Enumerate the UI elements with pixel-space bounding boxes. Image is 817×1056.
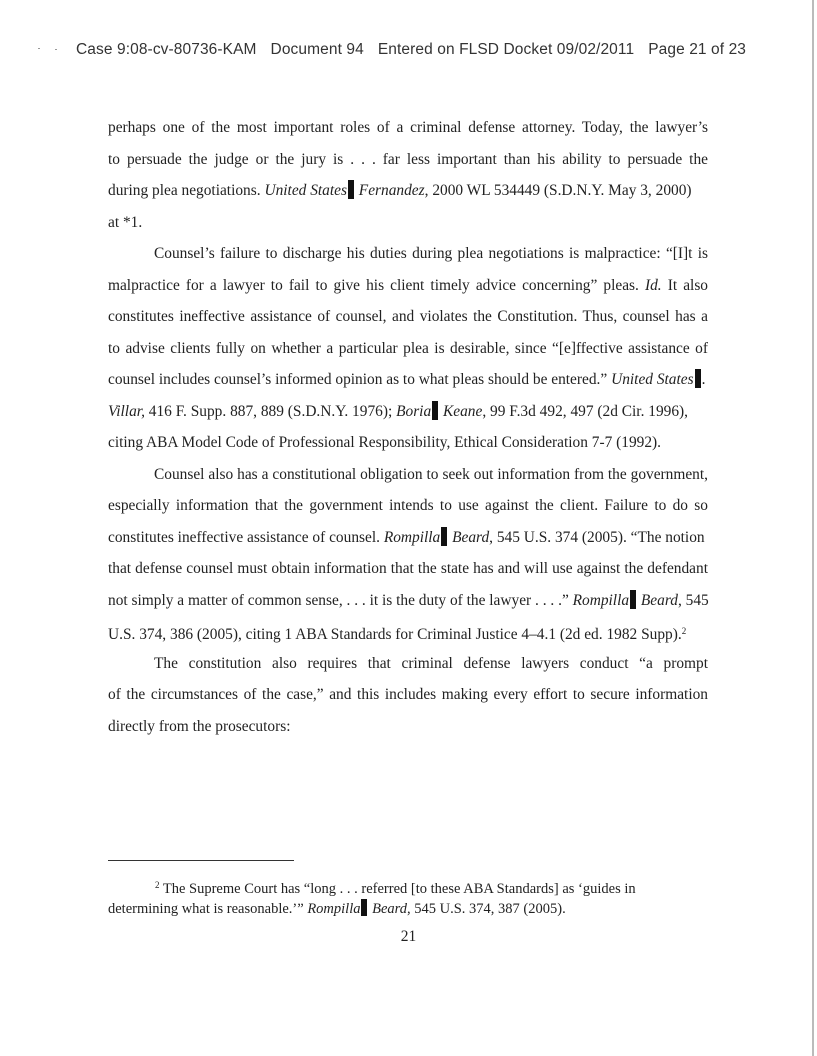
case-name: Beard bbox=[448, 528, 490, 546]
page-number: 21 bbox=[400, 928, 417, 945]
entered-date: Entered on FLSD Docket 09/02/2011 bbox=[377, 41, 635, 58]
redaction-bar bbox=[695, 369, 701, 388]
case-name: Rompilla bbox=[383, 528, 441, 546]
footnote-divider bbox=[108, 860, 294, 861]
text-line: to advise clients fully on whether a particular plea is desirable, since “[e]ffective assistance of bbox=[108, 339, 708, 357]
text-line: The constitution also requires that criminal defense lawyers conduct “a prompt bbox=[154, 654, 708, 672]
footnote-line: determining what is reasonable.’” Rompilla Beard, 545 U.S. 374, 387 (2005). bbox=[108, 901, 566, 917]
text-line: constitutes ineffective assistance of counsel. Rompilla Beard, 545 U.S. 374 (2005). “The notion bbox=[108, 528, 705, 546]
text-line: especially information that the government intends to use against the client. Failure to do so bbox=[108, 497, 708, 514]
text-line: Counsel also has a constitutional obligation to seek out information from the government, bbox=[154, 465, 708, 483]
text-line: of the circumstances of the case,” and this includes making every effort to secure information bbox=[108, 686, 708, 703]
case-name: Beard bbox=[637, 591, 678, 609]
case-name: Villar, bbox=[108, 402, 145, 420]
docket-header bbox=[76, 41, 746, 59]
text-line: during plea negotiations. United States Fernandez, 2000 WL 534449 (S.D.N.Y. May 3, 2000) bbox=[108, 182, 692, 199]
redaction-bar bbox=[432, 401, 438, 420]
citation: Id. bbox=[644, 276, 662, 294]
text-line: directly from the prosecutors: bbox=[108, 717, 291, 735]
case-name: Fernandez bbox=[354, 182, 425, 199]
case-name: Beard bbox=[368, 901, 408, 917]
page-count: Page 21 of 23 bbox=[648, 41, 747, 58]
footnote bbox=[108, 876, 708, 919]
page-edge bbox=[812, 0, 814, 1056]
document-number: Document 94 bbox=[270, 41, 364, 58]
redaction-bar bbox=[630, 590, 636, 609]
text-line: malpractice for a lawyer to fail to give his client timely advice concerning” pleas. Id. It also bbox=[108, 276, 708, 294]
text-line: perhaps one of the most important roles of a criminal defense attorney. Today, the lawyer’s bbox=[108, 119, 708, 136]
footnote-number: 2 bbox=[155, 880, 160, 890]
case-name: United States bbox=[264, 182, 347, 199]
scan-speck bbox=[55, 49, 57, 50]
text-line: constitutes ineffective assistance of counsel, and violates the Constitution. Thus, counsel has a bbox=[108, 308, 708, 325]
text-line: to persuade the judge or the jury is . . . far less important than his ability to persuade the bbox=[108, 150, 708, 168]
redaction-bar bbox=[361, 899, 367, 916]
case-name: Rompilla bbox=[572, 591, 630, 609]
text-line: at *1. bbox=[108, 213, 143, 231]
case-name: United States bbox=[611, 371, 694, 388]
case-name: Rompilla bbox=[307, 901, 361, 917]
text-line: citing ABA Model Code of Professional Responsibility, Ethical Consideration 7-7 (1992). bbox=[108, 434, 662, 451]
case-name: Keane bbox=[439, 402, 483, 420]
text-line: not simply a matter of common sense, . . . it is the duty of the lawyer . . . .” Rompilla Beard, 545 bbox=[108, 591, 709, 609]
footnote-marker: 2 bbox=[681, 626, 687, 636]
footnote-line: $^2$ The Supreme Court has “long . . . referred [to these ABA Standards] as ‘guides in bbox=[155, 880, 636, 897]
text-line: U.S. 374, 386 (2005), citing 1 ABA Standards for Criminal Justice 4–4.1 (2d ed. 1982 Supp).$^2$ bbox=[108, 626, 687, 643]
case-name: Boria bbox=[396, 402, 432, 420]
redaction-bar bbox=[441, 527, 447, 546]
document-body bbox=[108, 112, 708, 742]
scan-speck bbox=[38, 48, 40, 49]
text-line: Counsel’s failure to discharge his duties during plea negotiations is malpractice: “[I]t is bbox=[154, 245, 708, 262]
redaction-bar bbox=[348, 180, 354, 199]
text-line: counsel includes counsel’s informed opinion as to what pleas should be entered.” United States . bbox=[108, 371, 706, 388]
text-line: Villar, 416 F. Supp. 887, 889 (S.D.N.Y. 1976); Boria Keane, 99 F.3d 492, 497 (2d Cir. 1996), bbox=[108, 402, 689, 420]
case-number: Case 9:08-cv-80736-KAM bbox=[76, 41, 257, 58]
text-line: that defense counsel must obtain information that the state has and will use against the defendant bbox=[108, 560, 708, 577]
